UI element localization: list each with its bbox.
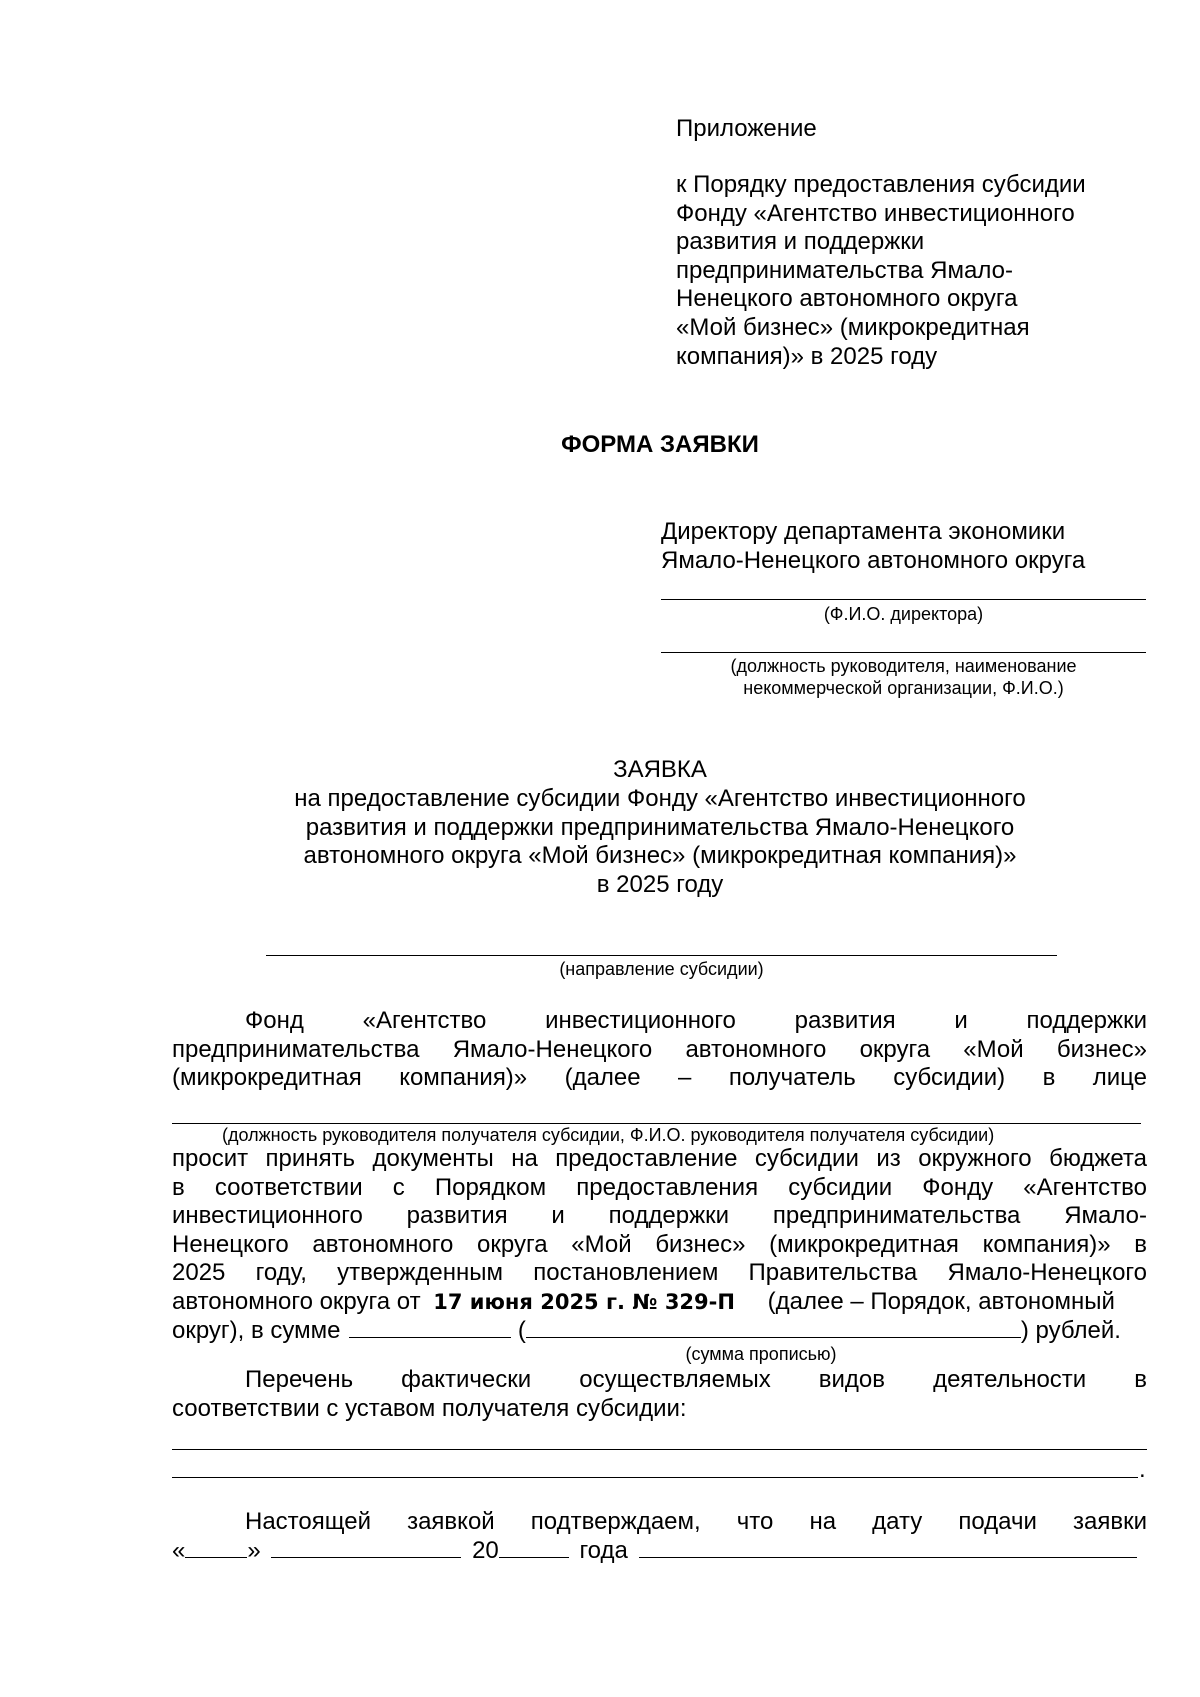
year-blank bbox=[499, 1539, 569, 1558]
para2-line: инвестиционного развития и поддержки предпринимательства Ямало- bbox=[172, 1202, 1147, 1230]
sum-caption: (сумма прописью) bbox=[685, 1344, 837, 1364]
addressee bbox=[661, 518, 1085, 575]
subtitle-line: автономного округа «Мой бизнес» (микрокредитная компания)» bbox=[303, 842, 1017, 870]
subtitle-line: на предоставление субсидии Фонду «Агентство инвестиционного bbox=[294, 785, 1026, 812]
subtitle-line: развития и поддержки предпринимательства Ямало-Ненецкого bbox=[305, 813, 1015, 841]
appendix-line: развития и поддержки bbox=[676, 228, 925, 256]
date-line bbox=[172, 1537, 1147, 1566]
director-caption: (Ф.И.О. директора) bbox=[823, 604, 984, 624]
para2-line: просит принять документы на предоставление субсидии из окружного бюджета bbox=[172, 1145, 1147, 1172]
form-title: ФОРМА ЗАЯВКИ bbox=[561, 431, 759, 458]
direction-line bbox=[266, 955, 1057, 956]
subtitle-line: в 2025 году bbox=[596, 870, 724, 898]
addressee-line: Ямало-Ненецкого автономного округа bbox=[661, 546, 1086, 574]
paragraph-1 bbox=[172, 1007, 1147, 1093]
date-trailing-blank bbox=[639, 1539, 1137, 1558]
para2-line: в соответствии с Порядком предоставления субсидии Фонду «Агентство bbox=[172, 1173, 1147, 1201]
decree-prefix: автономного округа от bbox=[172, 1287, 421, 1315]
para3-line: соответствии с уставом получателя субсидии: bbox=[172, 1394, 687, 1422]
appendix-line: Фонду «Агентство инвестиционного bbox=[676, 199, 1075, 227]
decree-line bbox=[172, 1288, 1147, 1317]
date-open-quote: « bbox=[172, 1536, 186, 1564]
head-name-line bbox=[661, 652, 1146, 653]
para1-line: предпринимательства Ямало-Ненецкого автономного округа «Мой бизнес» bbox=[172, 1035, 1147, 1063]
year-prefix: 20 bbox=[472, 1536, 499, 1564]
para4-line: Настоящей заявкой подтверждаем, что на дату подачи заявки bbox=[245, 1508, 1147, 1535]
appendix-line: к Порядку предоставления субсидии bbox=[676, 171, 1086, 198]
month-blank bbox=[271, 1539, 461, 1558]
application-subtitle bbox=[160, 785, 1160, 899]
para3-line: Перечень фактически осуществляемых видов деятельности в bbox=[245, 1366, 1147, 1393]
para2-line: 2025 году, утвержденным постановлением Правительства Ямало-Ненецкого bbox=[172, 1259, 1147, 1287]
sum-prefix: округ), в сумме bbox=[172, 1316, 341, 1344]
activities-period: . bbox=[1139, 1456, 1146, 1483]
activities-line-1 bbox=[172, 1449, 1147, 1450]
para1-line: Фонд «Агентство инвестиционного развития и поддержки bbox=[245, 1007, 1147, 1034]
appendix-line: Ненецкого автономного округа bbox=[676, 285, 1018, 313]
appendix-text bbox=[676, 171, 1146, 371]
head-caption-line: (должность руководителя, наименование bbox=[730, 656, 1077, 676]
appendix-line: предпринимательства Ямало- bbox=[676, 256, 1013, 284]
para2-line: Ненецкого автономного округа «Мой бизнес» (микрокредитная компания)» в bbox=[172, 1230, 1147, 1258]
sum-line bbox=[172, 1317, 1147, 1346]
head-caption bbox=[661, 655, 1146, 699]
day-blank bbox=[185, 1539, 247, 1558]
appendix-line: «Мой бизнес» (микрокредитная bbox=[676, 313, 1030, 341]
year-suffix: года bbox=[579, 1536, 628, 1564]
director-name-line bbox=[661, 599, 1146, 600]
appendix-line: компания)» в 2025 году bbox=[676, 342, 938, 370]
para1-line: (микрокредитная компания)» (далее – получатель субсидии) в лице bbox=[172, 1064, 1147, 1092]
head-caption-line: некоммерческой организации, Ф.И.О.) bbox=[743, 678, 1064, 698]
sum-words-blank bbox=[526, 1319, 1021, 1338]
sum-figures-blank bbox=[349, 1319, 511, 1338]
sum-close: ) рублей. bbox=[1020, 1316, 1121, 1344]
paragraph-4 bbox=[172, 1508, 1147, 1565]
paragraph-3 bbox=[172, 1366, 1147, 1423]
decree-reference: 17 июня 2025 г. № 329-П bbox=[433, 1289, 735, 1314]
decree-suffix: (далее – Порядок, автономный bbox=[767, 1287, 1115, 1315]
paragraph-2 bbox=[172, 1145, 1147, 1345]
activities-line-2 bbox=[172, 1477, 1138, 1478]
date-close-quote: » bbox=[247, 1536, 261, 1564]
direction-caption: (направление субсидии) bbox=[559, 959, 764, 979]
recipient-head-caption: (должность руководителя получателя субсидии, Ф.И.О. руководителя получателя субсидии) bbox=[222, 1125, 995, 1145]
sum-open-paren: ( bbox=[517, 1316, 526, 1344]
appendix-title: Приложение bbox=[676, 115, 817, 142]
addressee-line: Директору департамента экономики bbox=[661, 518, 1066, 545]
application-heading: ЗАЯВКА bbox=[613, 756, 707, 783]
